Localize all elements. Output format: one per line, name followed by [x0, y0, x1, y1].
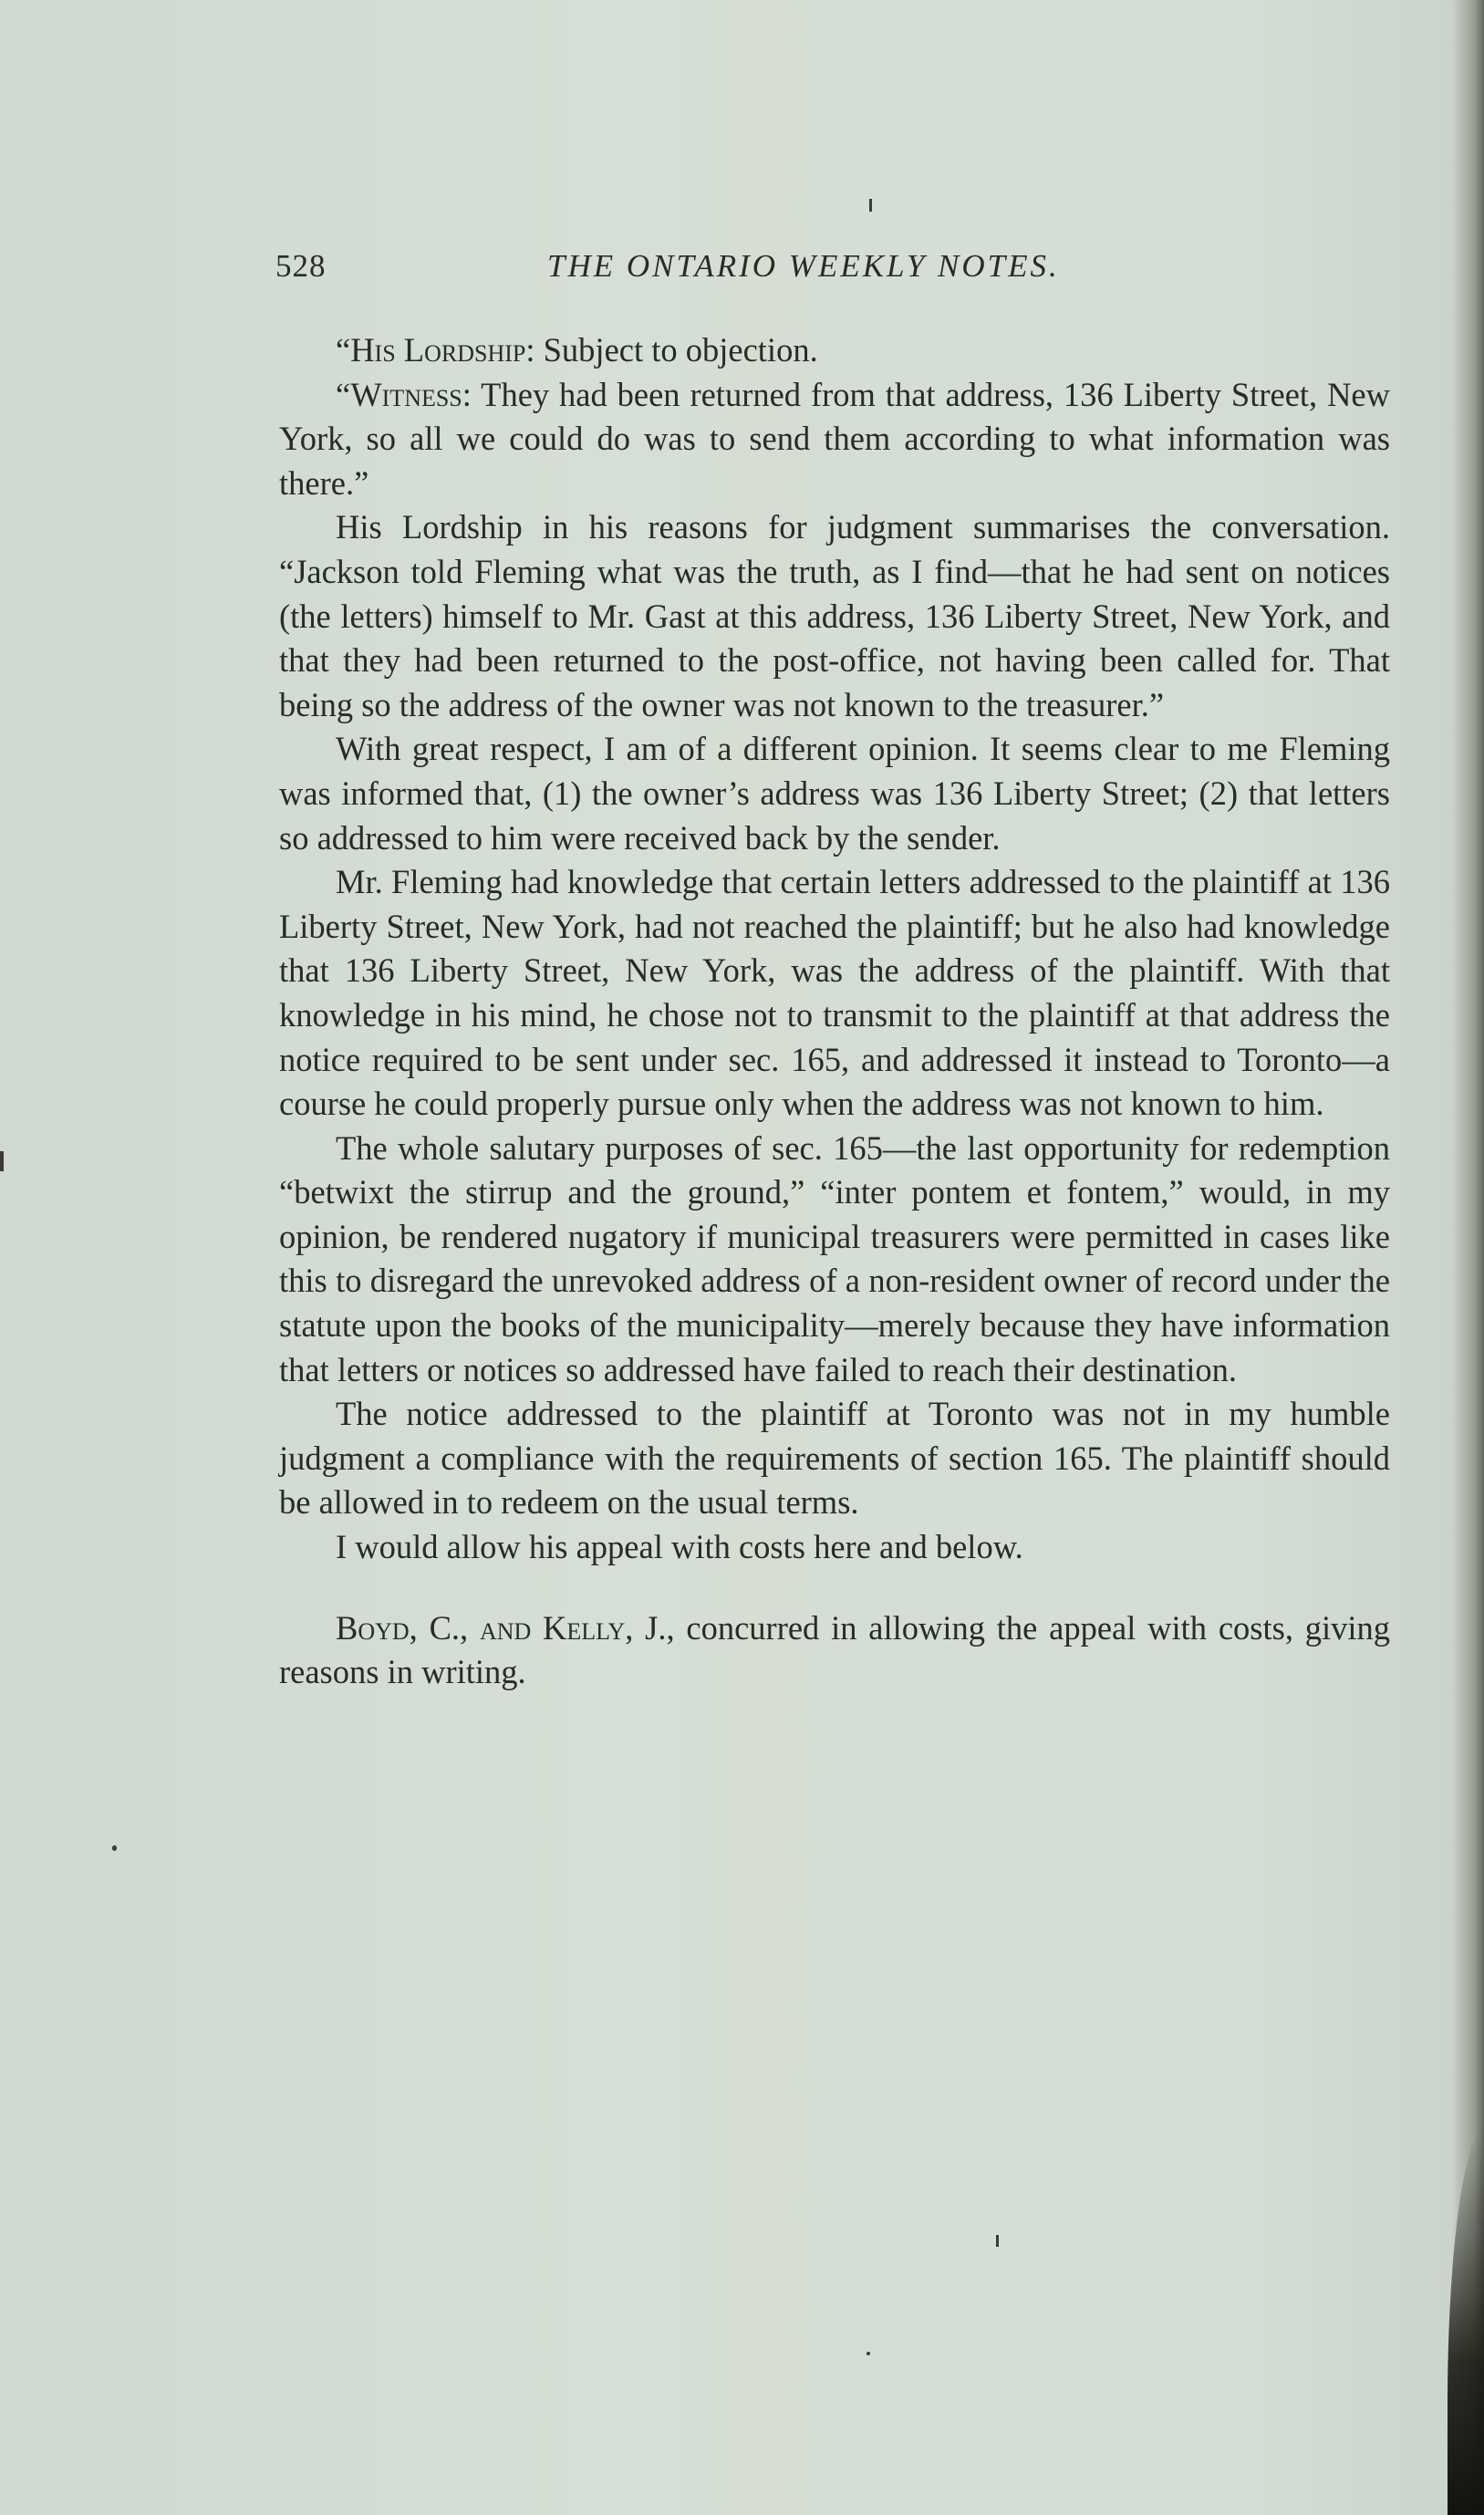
paragraph-text: I would allow his appeal with costs here and below.: [336, 1528, 1023, 1566]
paragraph-text: With great respect, I am of a different opinion. It seems clear to me Fleming was informed that, (1) the owner’s address was 136 Liberty Street; (2) that letters so addressed to him were received back by the sender.: [279, 730, 1390, 857]
page-number: 528: [275, 248, 327, 284]
paragraph: [279, 1525, 1390, 1570]
judges-names: Boyd, C., and Kelly, J.,: [336, 1608, 675, 1647]
paragraph: [279, 1392, 1390, 1525]
print-speck: [996, 2235, 999, 2247]
concurrence-paragraph: [279, 1606, 1390, 1695]
paragraph: [279, 373, 1390, 506]
print-speck: [112, 1845, 117, 1851]
paragraph-text: They had been returned from that address, 136 Liberty Street, New York, so all we could do was to send them according to what information was there.”: [279, 375, 1390, 502]
print-speck: [869, 199, 872, 212]
paragraph: [279, 328, 1390, 373]
journal-title: THE ONTARIO WEEKLY NOTES.: [547, 248, 1060, 284]
running-head: [275, 248, 1388, 294]
print-speck: [867, 2352, 870, 2355]
paragraph-text: The notice addressed to the plaintiff at Toronto was not in my humble judgment a compliance with the requirements of section 165. The plaintiff should be allowed in to redeem on the usual terms.: [279, 1395, 1390, 1522]
paragraph: [279, 727, 1390, 860]
print-speck: [0, 1151, 4, 1171]
speaker-label: “His Lordship:: [336, 331, 535, 369]
paragraph: [279, 860, 1390, 1127]
speaker-label: “Witness:: [336, 375, 472, 413]
paragraph-text: Subject to objection.: [534, 331, 818, 369]
paragraph: [279, 505, 1390, 727]
paragraph-text: concurred in allowing the appeal with costs, giving reasons in writing.: [279, 1608, 1391, 1691]
paragraph: [279, 1127, 1390, 1393]
paragraph-text: His Lordship in his reasons for judgment summarises the conversation. “Jackson told Fleming what was the truth, as I find—that he had sent on notices (the letters) himself to Mr. Gast at this address, 136 Liberty Street, New York, and that they had been returned to the post-office, not having been called for. That being so the address of the owner was not known to the treasurer.”: [279, 508, 1390, 723]
page-body: [279, 328, 1390, 1695]
paragraph-text: Mr. Fleming had knowledge that certain letters addressed to the plaintiff at 136 Liberty Street, New York, had not reached the plaintiff; but he also had knowledge that 136 Liberty Street, New York, was the address of the plaintiff. With that knowledge in his mind, he chose not to transmit to the plaintiff at that address the notice required to be sent under sec. 165, and addressed it instead to Toronto—a course he could properly pursue only when the address was not known to him.: [279, 863, 1390, 1123]
paragraph-text: The whole salutary purposes of sec. 165—the last opportunity for redemption “betwixt the stirrup and the ground,” “inter pontem et fontem,” would, in my opinion, be rendered nugatory if municipal treasurers were permitted in cases like this to disregard the unrevoked address of a non-resident owner of record under the statute upon the books of the municipality—merely because they have information that letters or notices so addressed have failed to reach their destination.: [279, 1128, 1390, 1388]
